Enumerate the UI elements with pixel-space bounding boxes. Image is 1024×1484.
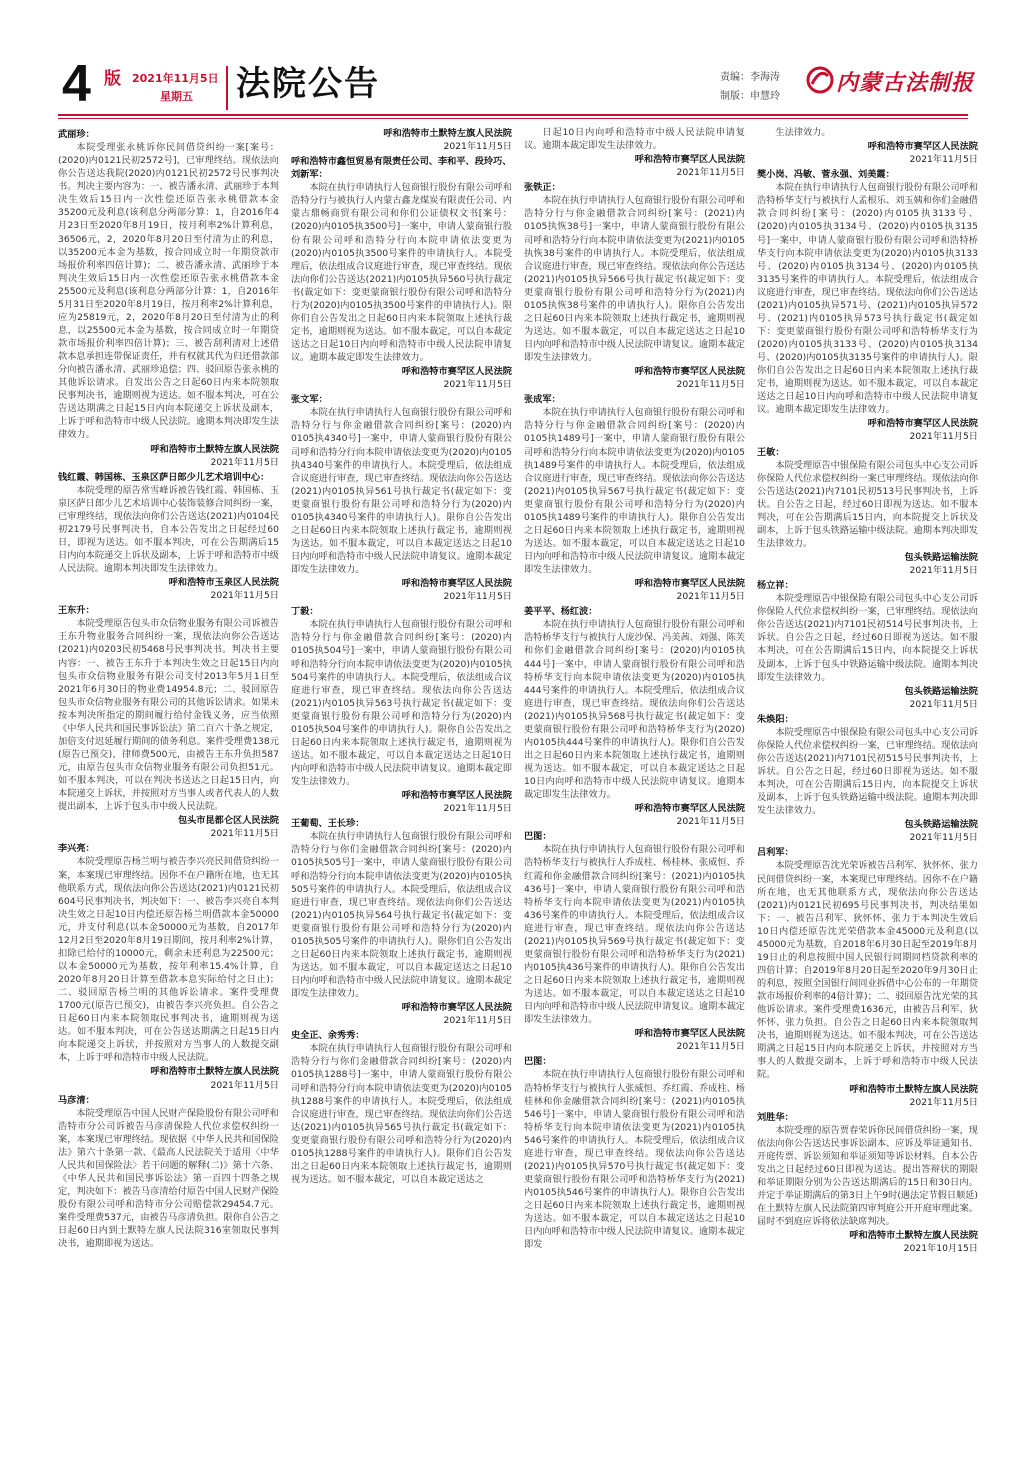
notice-court: 包头铁路运输法院	[904, 819, 978, 831]
court-notice	[757, 1111, 978, 1256]
court-notice	[524, 181, 745, 391]
notice-body: 本院在执行申请执行人包商银行股份有限公司呼和浩特分行与你金融借款合同纠纷[案号：(2020)内0105执4340号]一案中，申请人蒙商银行股份有限公司呼和浩特分行向本院申请依法变更为(2020)内0105执4340号案件的申请执行人。本院受理后，依法组成合议庭进行审查，现已审查终结。现依法向你公告送达(2021)内0105执异561号执行裁定书(裁定如下：变更蒙商银行股份有限公司呼和浩特分行为(2020)内0105执4340号案件的申请执行人)。限你自公告发出之日起60日内来本院领取上述执行裁定书，逾期则视为送达。如不服本裁定，可以自本裁定送达之日起10日内向呼和浩特市中级人民法院申请复议。逾期本裁定即发生法律效力。	[291, 407, 512, 576]
notice-court: 包头市昆都仑区人民法院	[177, 815, 279, 827]
court-notice	[524, 830, 745, 1053]
column-2	[291, 126, 512, 1476]
notice-addressee: 刘胜华：	[757, 1111, 794, 1123]
notice-date: 2021年11月5日	[210, 456, 279, 468]
notice-addressee: 杨立祥：	[757, 580, 794, 592]
notice-body: 本院受理的原告常雪峰诉被告钱红霞、韩国栋、玉泉区萨日郎少儿艺术培训中心装饰装修合同纠纷一案，已审理终结，现依法向你们公告送达(2021)内0104民初2179号民事判决书，自本公告发出之日起经过60日，即视为送达。如不服本判决，可在公告期满后15日内向本院递交上诉状及副本，上诉于呼和浩特市中级人民法院。逾期本判决即发生法律效力。	[58, 484, 279, 575]
newspaper-logo-text: 内蒙古法制报	[836, 71, 975, 96]
court-notice	[58, 471, 279, 603]
notice-court: 呼和浩特市赛罕区人民法院	[634, 1028, 745, 1040]
notice-date: 2021年11月5日	[443, 803, 512, 815]
court-notice	[291, 127, 512, 153]
column-1	[58, 126, 279, 1476]
court-notice	[524, 605, 745, 828]
notice-body: 日起10日内向呼和浩特市中级人民法院申请复议。逾期本裁定即发生法律效力。	[524, 127, 745, 152]
editor-name: 责编：李海涛	[720, 72, 780, 83]
header-rule	[58, 114, 968, 116]
notice-body: 本院在执行申请执行人包商银行股份有限公司呼和浩特桥华支行与被执行人庞沙保、冯美茜、刘强、陈芙和你们金融借款合同纠纷[案号：(2020)内0105执444号]一案中，申请人蒙商银行股份有限公司呼和浩特桥华支行向本院申请依法变更为(2020)内0105执444号案件的申请执行人。本院受理后，依法组成合议庭进行审查，现已审查终结。现依法向你们公告送达(2021)内0105执异568号执行裁定书(裁定如下：变更蒙商银行股份有限公司呼和浩特桥华支行为(2020)内0105执444号案件的申请执行人)。限你们自公告发出之日起60日内来本院领取上述执行裁定书，逾期则视为送达。如不服本裁定，可以自本裁定送达之日起10日内向呼和浩特市中级人民法院申请复议。逾期本裁定即发生法律效力。	[524, 619, 745, 801]
notice-date: 2021年10月15日	[903, 1243, 978, 1255]
notice-date: 2021年11月5日	[676, 167, 745, 179]
court-notice	[524, 1055, 745, 1251]
court-notice	[58, 128, 279, 469]
notice-date: 2021年11月5日	[909, 1096, 978, 1108]
notice-body: 本院受理的原告贾春荣诉你民间借贷纠纷一案，现依法向你公告送达民事诉讼副本、应诉及举证通知书、开庭传票、诉讼须知和举证须知等诉讼材料。自本公告发出之日起经过60日即视为送达。提出答辩状的期限和举证期限分别为公告送达期满后的15日和30日内。并定于举证期满后的第3日上午9时(遇法定节假日顺延)在土默特左旗人民法院第四审判庭公开开庭审理此案。届时不到庭应诉将依法缺席判决。	[757, 1124, 978, 1228]
notice-body: 本院受理原告中银保险有限公司包头中心支公司诉你保险人代位求偿权纠纷一案，已审理终结。现依法向你公告送达(2021)内7101民初515号民事判决书，上诉状。自公告之日起，经过60日即视为送达。如不服本判决，可在公告期满后15日内，向本院提交上诉状及副本，上诉于包头铁路运输中级法院。逾期本判决即发生法律效力。	[757, 726, 978, 817]
notice-date: 2021年11月5日	[676, 379, 745, 391]
producer-name: 制版：申慧玲	[720, 91, 780, 102]
notice-body: 本院在执行申请执行人包商银行股份有限公司呼和浩特分行与你金融借款合同纠纷[案号：(2020)内0105执1489号]一案中，申请人蒙商银行股份有限公司呼和浩特分行向本院申请依法变更为(2020)内0105执1489号案件的申请执行人。本院受理后，依法组成合议庭进行审查，现已审查终结。现依法向你公告送达(2021)内0105执异567号执行裁定书(裁定如下：变更蒙商银行股份有限公司呼和浩特分行为(2020)内0105执1489号案件的申请执行人)。限你自公告发出之日起60日内来本院领取上述执行裁定书，逾期则视为送达。如不服本裁定，可以自本裁定送达之日起10日内向呼和浩特市中级人民法院申请复议。逾期本裁定即发生法律效力。	[524, 407, 745, 576]
notice-court: 呼和浩特市赛罕区人民法院	[401, 366, 512, 378]
section-title: 法院公告	[236, 64, 380, 104]
notice-addressee: 马彦清：	[58, 1094, 95, 1106]
notice-court: 呼和浩特市赛罕区人民法院	[867, 141, 978, 153]
notice-date: 2021年11月5日	[909, 431, 978, 443]
notice-court: 呼和浩特市赛罕区人民法院	[634, 154, 745, 166]
notice-body: 本院受理原告中银保险有限公司包头中心支公司诉你保险人代位求偿权纠纷一案，已审理终结。现依法向你公告送达(2021)内7101民初514号民事判决书，上诉状。自公告之日起，经过60日即视为送达。如不服本判决，可在公告期满后15日内，向本院提交上诉状及副本，上诉于包头中铁路运输中级法院。逾期本判决即发生法律效力。	[757, 593, 978, 683]
notice-date: 2021年11月5日	[909, 154, 978, 166]
editor-credits	[720, 68, 780, 106]
notice-court: 呼和浩特市赛罕区人民法院	[401, 1002, 512, 1014]
notice-columns	[58, 126, 978, 1476]
notice-addressee: 樊小岗、冯敏、菅永强、刘美霞：	[757, 169, 895, 181]
court-notice	[757, 846, 978, 1108]
notice-date: 2021年11月5日	[676, 1041, 745, 1053]
court-notice	[58, 842, 279, 1091]
court-notice	[291, 605, 512, 815]
notice-date: 2021年11月5日	[676, 591, 745, 603]
notice-court: 呼和浩特市赛罕区人民法院	[401, 578, 512, 590]
notice-addressee: 张成军：	[524, 394, 561, 406]
notice-body: 本院受理原告中国人民财产保险股份有限公司呼和浩特市分公司诉被告马彦清保险人代位求偿权纠纷一案，本案现已审理终结。现依据《中华人民共和国保险法》第六十条第一款、《最高人民法院关于适用〈中华人民共和国保险法〉若干问题的解释(二)》第十六条、《中华人民共和国民事诉讼法》第一百四十四条之规定，判决如下：被告马彦清给付原告中国人民财产保险股份有限公司呼和浩特市分公司赔偿款29454.7元。案件受理费537元，由被告马彦清负担。限你自公告之日起60日内到土默特左旗人民法院316室领取民事判决书，逾期即视为送达。	[58, 1107, 279, 1250]
notice-date: 2021年11月5日	[443, 379, 512, 391]
notice-body: 本院受理原告中银保险有限公司包头中心支公司诉你保险人代位求偿权纠纷一案已审理终结。现依法向你公告送达(2021)内7101民初513号民事判决书，上诉状。自公告之日起，经过60日即视为送达。如不服本判决，可在公告期满后15日内，向本院提交上诉状及副本，上诉于包头铁路运输中级法院。逾期本判决即发生法律效力。	[757, 459, 978, 549]
notice-addressee: 巴图：	[524, 1056, 552, 1068]
court-notice	[58, 1094, 279, 1251]
notice-addressee: 王葡萄、王长珍：	[291, 818, 365, 830]
notice-addressee: 王敏：	[757, 446, 785, 458]
notice-date: 2021年11月5日	[676, 816, 745, 828]
notice-body: 本院在执行申请执行人包商银行股份有限公司呼和浩特分行与被执行人内蒙古鑫龙煤炭有限责任公司、内蒙古鼎畅商贸有限公司和你们公证债权文书[案号：(2020)内0105执3500号]一案中，申请人蒙商银行股份有限公司呼和浩特分行向本院申请依法变更为(2020)内0105执3500号案件的申请执行人。本院受理后，依法组成合议庭进行审查，现已审查终结。现依法向你们公告送达(2021)内0105执异560号执行裁定书(裁定如下：变更蒙商银行股份有限公司呼和浩特分行为(2020)内0105执3500号案件的申请执行人)。限你们自公告发出之日起60日内来本院领取上述执行裁定书，逾期则视为送达。如不服本裁定，可以自本裁定送达之日起10日内向呼和浩特市中级人民法院申请复议。逾期本裁定即发生法律效力。	[291, 182, 512, 364]
notice-addressee: 张铁正：	[524, 182, 561, 194]
notice-addressee: 李兴亮：	[58, 843, 95, 855]
notice-body: 本院在执行申请执行人包商银行股份有限公司呼和浩特分行与你们金融借款合同纠纷[案号：(2020)内0105执1288号]一案中，申请人蒙商银行股份有限公司呼和浩特分行向本院申请依法变更为(2020)内0105执1288号案件的申请执行人。本院受理后，依法组成合议庭进行审查，现已审查终结。现依法向你们公告送达(2021)内0105执异565号执行裁定书(裁定如下：变更蒙商银行股份有限公司呼和浩特分行为(2020)内0105执1288号案件的申请执行人)。限你们自公告发出之日起60日内来本院领取上述执行裁定书，逾期则视为送达。如不服本裁定，可以自本裁定送达之	[291, 1043, 512, 1185]
court-notice	[757, 168, 978, 443]
notice-date: 2021年11月5日	[443, 141, 512, 153]
court-notice	[524, 393, 745, 603]
court-notice	[757, 446, 978, 578]
notice-body: 本院受理原告沈光荣诉被告吕利军、狄怀怀、张力民间借贷纠纷一案，本案现已审理终结。因你不在户籍所在地，也无其他联系方式，现依法向你公告送达(2021)内0121民初695号民事判决书，判决结果如下：一、被告吕利军、狄怀怀、张力于本判决生效后10日内偿还原告沈光荣借款本金45000元及利息(以45000元为基数，自2018年6月30日起至2019年8月19日止的利息按照中国人民银行同期同档贷款利率的四倍计算；自2019年8月20日起至2020年9月30日止的利息，按照全国银行间同业拆借中心公布的一年期贷款市场报价利率的4倍计算)；二、驳回原告沈光荣的其他诉讼请求。案件受理费1636元，由被告吕利军、狄怀怀、张力负担。自公告之日起60日内来本院领取判决书，逾期则视为送达。如不服本判决，可在公告送达期满之日起15日内向本院递交上诉状，并按照对方当事人的人数提交副本，上诉于呼和浩特市中级人民法院。	[757, 860, 978, 1081]
notice-court: 呼和浩特市赛罕区人民法院	[401, 790, 512, 802]
page-number: 4	[62, 55, 91, 113]
page-header	[0, 0, 1024, 124]
notice-court: 呼和浩特市土默特左旗人民法院	[383, 128, 512, 139]
column-4	[757, 126, 978, 1476]
notice-addressee: 钱红霞、韩国栋、玉泉区萨日郎少儿艺术培训中心：	[58, 471, 270, 483]
notice-addressee: 史全正、余秀秀：	[291, 1030, 365, 1042]
notice-addressee: 姜平平、杨红波：	[524, 606, 598, 618]
court-notice	[757, 579, 978, 711]
notice-date: 2021年11月5日	[443, 1015, 512, 1027]
court-notice	[757, 713, 978, 845]
notice-addressee: 呼和浩特市鑫恒贸易有限责任公司、李和平、段玲巧、刘新军：	[291, 156, 512, 181]
header-rule-thin	[58, 118, 968, 119]
notice-addressee: 吕利军：	[757, 847, 794, 859]
notice-court: 包头铁路运输法院	[904, 685, 978, 697]
notice-court: 呼和浩特市土默特左旗人民法院	[849, 1083, 978, 1095]
notice-body: 本院在执行申请执行人包商银行股份有限公司呼和浩特桥华支行与被执行人张威恒、乔红霞、乔成柱、杨桂林和你金融借款合同纠纷[案号：(2021)内0105执546号]一案中，申请人蒙商银行股份有限公司呼和浩特桥华支行向本院申请依法变更为(2021)内0105执546号案件的申请执行人。本院受理后，依法组成合议庭进行审查，现已审查终结。现依法向你公告送达(2021)内0105执异570号执行裁定书(裁定如下：变更蒙商银行股份有限公司呼和浩特桥华支行为(2021)内0105执546号案件的申请执行人)。限你自公告发出之日起60日内来本院领取上述执行裁定书，逾期则视为送达。如不服本裁定，可以自本裁定送达之日起10日内向呼和浩特市中级人民法院申请复议。逾期本裁定即发	[524, 1069, 745, 1251]
notice-body: 本院受理原告包头市众信物业服务有限公司诉被告王东升物业服务合同纠纷一案，现依法向你公告送达(2021)内0203民初5468号民事判决书。判决书主要内容：一、被告王东升于本判决生效之日起15日内向包头市众信物业服务有限公司支付2013年5月1日至2021年6月30日的物业费14954.8元；二、驳回原告包头市众信物业服务有限公司的其他诉讼请求。如果未按本判决所指定的期间履行给付金钱义务，应当依照《中华人民共和国民事诉讼法》第二百六十条之规定，加倍支付迟延履行期间的债务利息。案件受理费138元(原告已预交)，律师费500元，由被告王东升负担587元，由原告包头市众信物业服务有限公司负担51元。如不服本判决，可以在判决书送达之日起15日内，向本院递交上诉状，并按照对方当事人或者代表人的人数提出副本，上诉于包头市中级人民法院。	[58, 618, 279, 813]
notice-addressee: 丁毅：	[291, 606, 319, 618]
notice-court: 呼和浩特市土默特左旗人民法院	[150, 443, 279, 455]
header-divider	[226, 66, 228, 110]
notice-addressee: 王东升：	[58, 605, 95, 617]
notice-date: 2021年11月5日	[443, 591, 512, 603]
notice-date: 2021年11月5日	[909, 698, 978, 710]
notice-date: 2021年11月5日	[210, 828, 279, 840]
notice-date: 2021年11月5日	[909, 565, 978, 577]
court-notice	[757, 126, 978, 166]
notice-court: 呼和浩特市玉泉区人民法院	[168, 577, 279, 589]
notice-addressee: 张文军：	[291, 394, 328, 406]
court-notice	[291, 1029, 512, 1186]
notice-addressee: 武丽珍：	[58, 129, 95, 140]
notice-court: 呼和浩特市土默特左旗人民法院	[849, 1230, 978, 1242]
court-notice	[524, 126, 745, 179]
issue-date: 2021年11月5日	[132, 72, 219, 85]
court-notice	[291, 393, 512, 603]
notice-body: 本院在执行申请执行人包商银行股份有限公司呼和浩特分行与你们金融借款合同纠纷[案号：(2020)内0105执505号]一案中，申请人蒙商银行股份有限公司呼和浩特分行向本院申请依法变更为(2020)内0105执505号案件的申请执行人。本院受理后，依法组成合议庭进行审查，现已审查终结。现依法向你们公告送达(2021)内0105执异564号执行裁定书(裁定如下：变更蒙商银行股份有限公司呼和浩特分行为(2020)内0105执505号案件的申请执行人)。限你们自公告发出之日起60日内来本院领取上述执行裁定书，逾期则视为送达。如不服本裁定，可以自本裁定送达之日起10日内向呼和浩特市中级人民法院申请复议。逾期本裁定即发生法律效力。	[291, 831, 512, 1000]
notice-court: 呼和浩特市赛罕区人民法院	[634, 578, 745, 590]
notice-date: 2021年11月5日	[909, 832, 978, 844]
issue-weekday: 星期五	[160, 90, 193, 103]
notice-date: 2021年11月5日	[210, 590, 279, 602]
ban-label: 版	[104, 69, 121, 89]
notice-body: 本院受理张永桃诉你民间借贷纠纷一案[案号：(2020)内0121民初2572号]，已审理终结。现依法向你公告送达我院(2020)内0121民初2572号民事判决书。判决主要内容为：一、被告潘永清、武丽珍于本判决生效后15日内一次性偿还原告张永桃借款本金35200元及利息(该利息分两部分算：1，自2016年4月23日至2020年8月19日，按月利率2%计算利息，36506元，2，2020年8月20日至付清为止的利息，以35200元本金为基数，按合同成立时一年期贷款市场报价利率四倍计算)；二、被告潘永清、武丽珍于本判决生效后15日内一次性偿还原告张永桃借款本金25500元及利息(该利息分两部分计算：1，自2016年5月31日至2020年8月19日，按月利率2%计算利息，应为25819元，2，2020年8月20日至付清为止的利息，以25500元本金为基数，按合同成立时一年期贷款市场报价利率四倍计算)；三、被告刮利清对上述借款本息承担连带保证责任，并有权就其代为归还借款部分向被告潘永清、武丽珍追偿；四、驳回原告张永桃的其他诉讼请求。自发出公告之日起60日内来本院领取民事判决书，逾期则视为送达。如不服本判决，可在公告送达期满之日起15日内向本院递交上诉状及副本，上诉于呼和浩特市中级人民法院。逾期本判决即发生法律效力。	[58, 142, 279, 441]
court-notice	[291, 817, 512, 1027]
notice-body: 本院在执行申请执行人包商银行股份有限公司呼和浩特桥华支行与被执行人乔成柱、杨桂林、张威恒、乔红霞和你金融借款合同纠纷[案号：(2021)内0105执436号]一案中，申请人蒙商银行股份有限公司呼和浩特桥华支行向本院申请依法变更为(2021)内0105执436号案件的申请执行人。本院受理后，依法组成合议庭进行审查，现已审查终结。现依法向你公告送达(2021)内0105执异569号执行裁定书(裁定如下：变更蒙商银行股份有限公司呼和浩特桥华支行为(2021)内0105执436号案件的申请执行人)。限你自公告发出之日起60日内来本院领取上述执行裁定书，逾期则视为送达。如不服本裁定，可以自本裁定送达之日起10日内向呼和浩特市中级人民法院申请复议。逾期本裁定即发生法律效力。	[524, 844, 745, 1026]
court-notice	[58, 604, 279, 840]
notice-addressee: 巴图：	[524, 831, 552, 843]
notice-body: 本院受理原告杨兰明与被告李兴亮民间借贷纠纷一案，本案现已审理终结。因你不在户籍所在地，也无其他联系方式，现依法向你公告送达(2021)内0121民初604号民事判决书，判决如下：一、被告李兴亮自本判决生效之日起10日内偿还原告杨兰明借款本金50000元，并支付利息(以本金50000元为基数，自2017年12月2日至2020年8月19日期间，按月利率2%计算，扣除已给付的10000元，剩余未还利息为22500元；以本金50000元为基数，按年利率15.4%计算，自2020年8月20日计算至借款本息实际给付之日止)；二、驳回原告杨兰明的其他诉讼请求。案件受理费1700元(原告已预交)，由被告李兴亮负担。自公告之日起60日内来本院领取民事判决书，逾期则视为送达。如不服本判决，可在公告送达期满之日起15日内向本院递交上诉状，并按照对方当事人的人数提交副本，上诉于呼和浩特市中级人民法院。	[58, 856, 279, 1064]
notice-body: 本院在执行申请执行人包商银行股份有限公司呼和浩特桥华支行与被执行人孟根乐、刘玉姨和你们金融借款合同纠纷[案号：(2020)内0105执3133号、(2020)内0105执3134号、(2020)内0105执3135号]一案中，申请人蒙商银行股份有限公司呼和浩特桥华支行向本院申请依法变更为(2020)内0105执3133号、(2020)内0105执3134号、(2020)内0105执3135号案件的申请执行人。本院受理后，依法组成合议庭进行审查，现已审查终结。现依法向你们公告送达(2021)内0105执异571号、(2021)内0105执异572号、(2021)内0105执异573号执行裁定书(裁定如下：变更蒙商银行股份有限公司呼和浩特桥华支行为(2020)内0105执3133号、(2020)内0105执3134号、(2020)内0105执3135号案件的申请执行人)。限你们自公告发出之日起60日内来本院领取上述执行裁定书，逾期则视为送达。如不服本裁定，可以自本裁定送达之日起10日内向呼和浩特市中级人民法院申请复议。逾期本裁定即发生法律效力。	[757, 182, 978, 416]
notice-court: 呼和浩特市赛罕区人民法院	[634, 366, 745, 378]
notice-court: 呼和浩特市赛罕区人民法院	[634, 803, 745, 815]
notice-court: 呼和浩特市赛罕区人民法院	[867, 418, 978, 430]
notice-body: 本院在执行申请执行人包商银行股份有限公司呼和浩特分行与你金融借款合同纠纷[案号：(2021)内0105执恢38号]一案中，申请人蒙商银行股份有限公司呼和浩特分行向本院申请依法变更为(2021)内0105执恢38号案件的申请执行人。本院受理后，依法组成合议庭进行审查，现已审查终结。现依法向你公告送达(2021)内0105执异566号执行裁定书(裁定如下：变更蒙商银行股份有限公司呼和浩特分行为(2021)内0105执恢38号案件的申请执行人)。限你自公告发出之日起60日内来本院领取上述执行裁定书，逾期则视为送达。如不服本裁定，可以自本裁定送达之日起10日内向呼和浩特市中级人民法院申请复议。逾期本裁定即发生法律效力。	[524, 195, 745, 364]
notice-body: 本院在执行申请执行人包商银行股份有限公司呼和浩特分行与你金融借款合同纠纷[案号：(2020)内0105执504号]一案中，申请人蒙商银行股份有限公司呼和浩特分行向本院申请依法变更为(2020)内0105执504号案件的申请执行人。本院受理后，依法组成合议庭进行审查，现已审查终结。现依法向你公告送达(2021)内0105执异563号执行裁定书(裁定如下：变更蒙商银行股份有限公司呼和浩特分行为(2020)内0105执504号案件的申请执行人)。限你自公告发出之日起60日内来本院领取上述执行裁定书，逾期则视为送达。如不服本裁定，可以自本裁定送达之日起10日内向呼和浩特市中级人民法院申请复议。逾期本裁定即发生法律效力。	[291, 619, 512, 788]
notice-court: 包头铁路运输法院	[904, 552, 978, 563]
notice-addressee: 朱焕阳：	[757, 713, 794, 725]
court-notice	[291, 155, 512, 391]
notice-date: 2021年11月5日	[210, 1079, 279, 1091]
notice-court: 呼和浩特市土默特左旗人民法院	[150, 1066, 279, 1078]
column-3	[524, 126, 745, 1476]
notice-body: 生法律效力。	[775, 127, 831, 138]
